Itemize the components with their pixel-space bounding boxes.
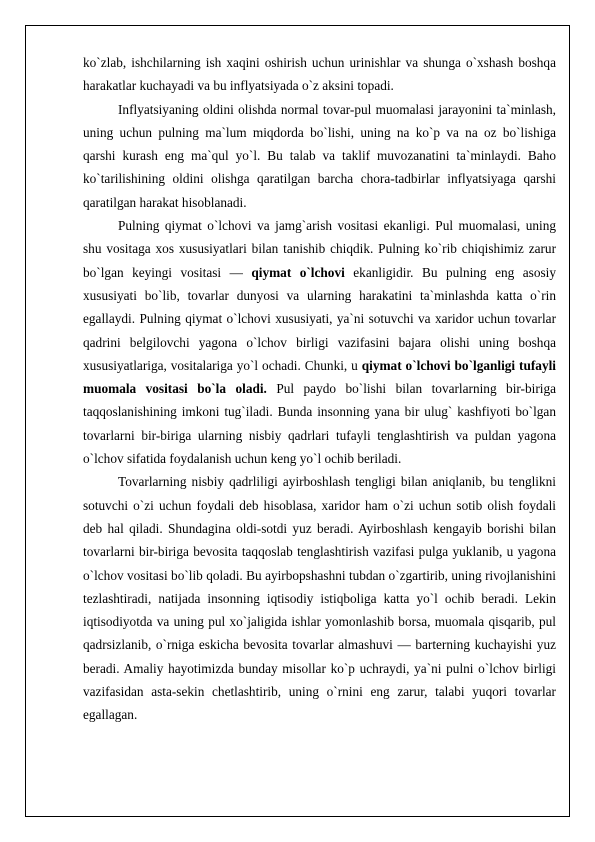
paragraph-text: Pulning qiymat o`lchovi va jamg`arish vositasi ekanligi. Pul muomalasi, uning shu vositaga xos xususiyatlari bilan tanishib chiqdik. Pulning ko`rib chiqishimiz zarur bo`lgan keyingi vositasi — [83, 218, 556, 280]
paragraph-2 [83, 98, 556, 214]
paragraph-1 [83, 51, 556, 98]
paragraph-text: ekanligidir. Bu pulning eng asosiy xususiyati bo`lib, tovarlar dunyosi va ularning harakatini ta`minlashda katta o`rin egallaydi. Pulning qiymat o`lchovi xususiyati, ya`ni sotuvchi va xaridor uchun tovarlar qadrini belgilovchi yagona o`lchov birligi vazifasini bajara olishi uning boshqa xususiyatlariga, vositalariga yo`l ochadi. Chunki, u [83, 264, 556, 373]
document-body [83, 51, 556, 727]
paragraph-text: Pul paydo bo`lishi bilan tovarlarning bir-biriga taqqoslanishining imkoni tug`iladi. Bunda insonning yana bir ulug` kashfiyoti bo`lgan tovarlarni bir-biriga ularning nisbiy qadrlari tufayli tenglashtirish va puldan yagona o`lchov sifatida foydalanish uchun keng yo`l ochib beriladi. [83, 381, 556, 467]
paragraph-text: ko`zlab, ishchilarning ish xaqini oshirish uchun urinishlar va shunga o`xshash boshqa harakatlar kuchayadi va bu inflyatsiyada o`z aksini topadi. [83, 55, 556, 94]
paragraph-text: Tovarlarning nisbiy qadrliligi ayirboshlash tengligi bilan aniqlanib, bu tenglikni sotuvchi o`zi uchun foydali deb hisoblasa, xaridor ham o`zi uchun sotib olish foydali deb hal qiladi. Shundagina oldi-sotdi yuz beradi. Ayirboshlash kengayib borishi bilan tovarlarni bir-biriga bevosita taqqoslab tenglashtirish vazifasi pulga yuklanib, u yagona o`lchov vositasi bo`lib qoladi. Bu ayirbopshashni tubdan o`zgartirib, uning rivojlanishini tezlashtiradi, natijada insonning iqtisodiy istiqboliga katta yo`l ochib beradi. Lekin iqtisodiyotda va uning pul xo`jaligida ishlar yomonlashib borsa, muomala qisqarib, pul qadrsizlanib, o`rniga eskicha bevosita tovarlar almashuvi — barterning kuchayishi yuz beradi. Amaliy hayotimizda bunday misollar ko`p uchraydi, ya`ni pulni o`lchov birligi vazifasidan asta-sekin chetlashtirib, uning o`rnini eng zarur, talabi yuqori tovarlar egallagan. [83, 474, 556, 723]
paragraph-3 [83, 214, 556, 470]
bold-statement: qiymat o`lchovi bo`lganligi tufayli muomala vositasi bo`la oladi. [83, 357, 556, 397]
bold-term: qiymat o`lchovi [251, 264, 345, 280]
paragraph-4 [83, 470, 556, 726]
paragraph-text: Inflyatsiyaning oldini olishda normal tovar-pul muomalasi jarayonini ta`minlash, uning uchun pulning ma`lum miqdorda bo`lishi, uning na ko`p va na oz bo`lishiga qarshi kurash eng ma`qul yo`l. Bu talab va taklif muvozanatini ta`minlaydi. Baho ko`tarilishining oldini olishga qaratilgan barcha chora-tadbirlar inflyatsiyaga qarshi qaratilgan harakat hisoblanadi. [83, 101, 556, 210]
